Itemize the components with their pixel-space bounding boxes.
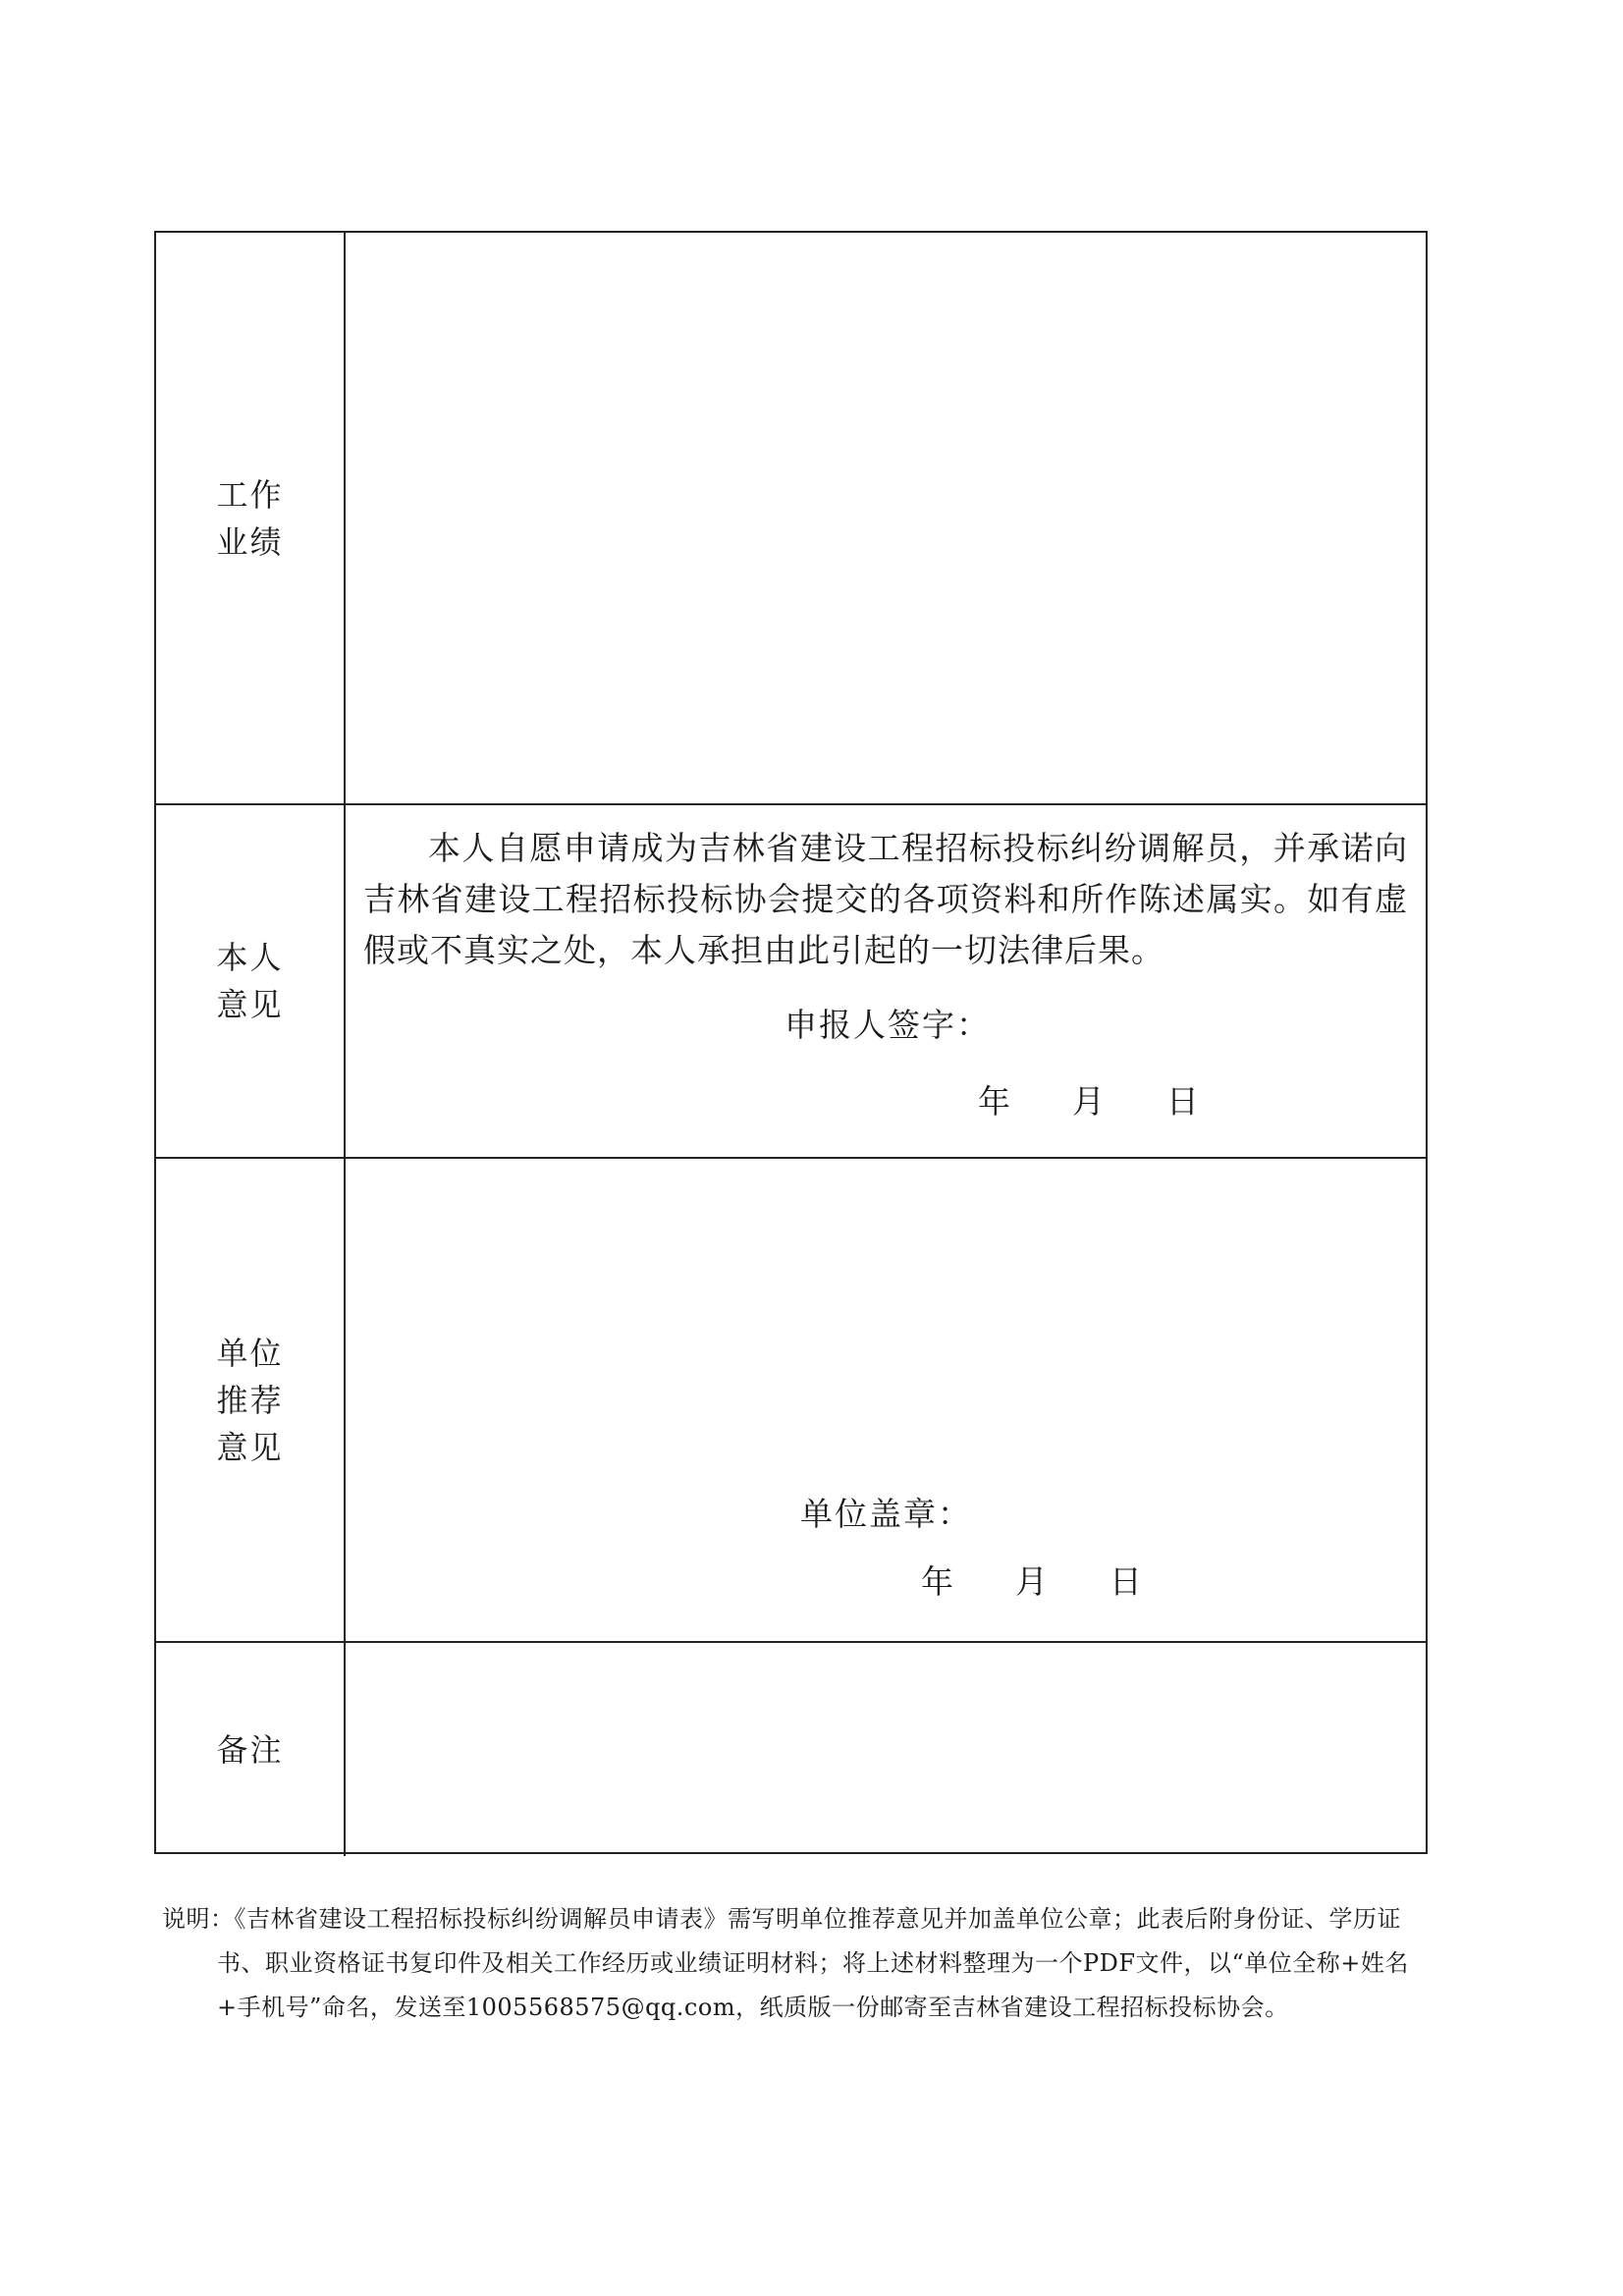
personal-opinion-label-cell [156, 805, 346, 1157]
work-achievement-row [156, 233, 1426, 805]
remarks-row [156, 1643, 1426, 1856]
personal-opinion-label [216, 934, 283, 1028]
applicant-date[interactable]: 年 月 日 [978, 1082, 1199, 1121]
unit-recommendation-row [156, 1159, 1426, 1643]
remarks-label-cell [156, 1643, 346, 1856]
label-line: 单位 [216, 1334, 284, 1372]
unit-recommendation-label [216, 1330, 283, 1471]
unit-date[interactable]: 年 月 日 [921, 1562, 1142, 1601]
applicant-signature-label: 申报人签字： [784, 1006, 991, 1044]
remarks-label [216, 1726, 283, 1774]
work-achievement-label-cell [156, 233, 346, 803]
label-line: 业绩 [216, 522, 284, 561]
work-achievement-label [216, 471, 283, 566]
unit-seal-label: 单位盖章： [800, 1495, 972, 1533]
label-line: 备注 [216, 1730, 284, 1769]
label-line: 工作 [216, 475, 284, 514]
unit-recommendation-label-cell [156, 1159, 346, 1641]
remarks-field[interactable] [346, 1643, 1426, 1856]
personal-opinion-row [156, 805, 1426, 1159]
label-line: 本人 [216, 939, 284, 976]
label-line: 推荐 [216, 1381, 284, 1419]
application-form-table [154, 231, 1428, 1854]
declaration-statement: 本人自愿申请成为吉林省建设工程招标投标纠纷调解员，并承诺向吉林省建设工程招标投标协会提交的各项资料和所作陈述属实。如有虚假或不真实之处，本人承担由此引起的一切法律后果。 [363, 829, 1408, 969]
instructions-note [162, 1897, 1438, 2030]
instructions-text: 说明：《吉林省建设工程招标投标纠纷调解员申请表》需写明单位推荐意见并加盖单位公章；此表后附身份证、学历证书、职业资格证书复印件及相关工作经历或业绩证明材料；将上述材料整理为一个PDF文件，以“单位全称+姓名+手机号”命名，发送至1005568575@qq.com，纸质版一份邮寄至吉林省建设工程招标投标协会。 [162, 1905, 1409, 2021]
label-line: 意见 [216, 986, 284, 1023]
unit-recommendation-field[interactable] [346, 1159, 1426, 1641]
personal-opinion-field [346, 805, 1426, 1157]
label-line: 意见 [216, 1428, 284, 1466]
work-achievement-field[interactable] [346, 233, 1426, 803]
